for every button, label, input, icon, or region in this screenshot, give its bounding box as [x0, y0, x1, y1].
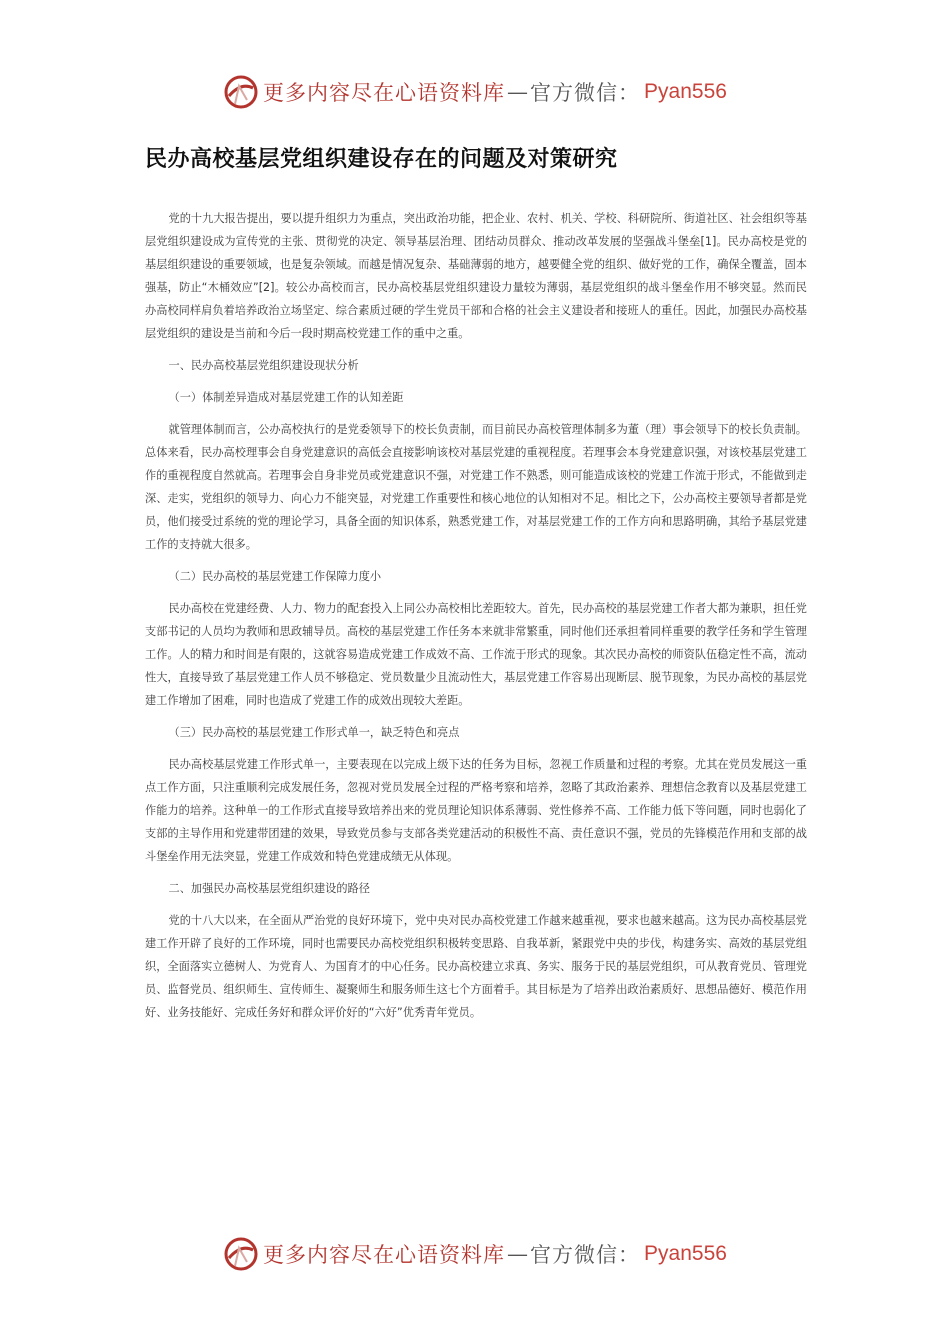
paragraph-intro: 党的十九大报告提出，要以提升组织力为重点，突出政治功能，把企业、农村、机关、学校、科研院所、街道社区、社会组织等基层党组织建设成为宣传党的主张、贯彻党的决定、领导基层治理、团结动员群众、推动改革发展的坚强战斗堡垒[1]。民办高校是党的基层组织建设的重要领域，也是复杂领域。而越是情况复杂、基础薄弱的地方，越要健全党的组织、做好党的工作，确保全覆盖，固本强基，防止“木桶效应”[2]。较公办高校而言，民办高校基层党组织建设力量较为薄弱，基层党组织的战斗堡垒作用不够突显。然而民办高校同样肩负着培养政治立场坚定、综合素质过硬的学生党员干部和合格的社会主义建设者和接班人的重任。因此，加强民办高校基层党组织的建设是当前和今后一段时期高校党建工作的重中之重。 — [145, 212, 807, 340]
document-body — [145, 207, 807, 1033]
paragraph-1-2: 民办高校在党建经费、人力、物力的配套投入上同公办高校相比差距较大。首先，民办高校的基层党建工作者大都为兼职，担任党支部书记的人员均为教师和思政辅导员。高校的基层党建工作任务本来就非常繁重，同时他们还承担着同样重要的教学任务和学生管理工作。人的精力和时间是有限的，这就容易造成党建工作成效不高、工作流于形式的现象。其次民办高校的师资队伍稳定性不高，流动性大，直接导致了基层党建工作人员不够稳定、党员数量少且流动性大，基层党建工作容易出现断层、脱节现象，为民办高校的基层党建工作增加了困难，同时也造成了党建工作的成效出现较大差距。 — [145, 602, 807, 707]
footer-watermark-banner — [0, 1234, 950, 1274]
logo-icon — [223, 74, 259, 110]
heading-section-1: 一、民办高校基层党组织建设现状分析 — [168, 359, 359, 372]
banner-wechat-label: 官方微信： — [530, 1243, 641, 1267]
banner-wechat-id: Pyan556 — [644, 1242, 727, 1265]
heading-subsection-1-1: （一）体制差异造成对基层党建工作的认知差距 — [168, 391, 404, 404]
heading-section-2: 二、加强民办高校基层党组织建设的路径 — [168, 882, 370, 895]
header-watermark-banner — [0, 72, 950, 112]
heading-subsection-1-3: （三）民办高校的基层党建工作形式单一，缺乏特色和亮点 — [168, 726, 460, 739]
paragraph-1-3: 民办高校基层党建工作形式单一，主要表现在以完成上级下达的任务为目标，忽视工作质量和过程的考察。尤其在党员发展这一重点工作方面，只注重顺利完成发展任务，忽视对党员发展全过程的严格考察和培养，忽略了其政治素养、理想信念教育以及基层党建工作能力的培养。这种单一的工作形式直接导致培养出来的党员理论知识体系薄弱、党性修养不高、工作能力低下等问题，同时也弱化了支部的主导作用和党建带团建的效果，导致党员参与支部各类党建活动的积极性不高、责任意识不强，党员的先锋模范作用和支部的战斗堡垒作用无法突显，党建工作成效和特色党建成绩无从体现。 — [145, 758, 807, 863]
document-title: 民办高校基层党组织建设存在的问题及对策研究 — [145, 147, 618, 172]
banner-wechat-id: Pyan556 — [644, 80, 727, 103]
logo-icon — [223, 1236, 259, 1272]
paragraph-2: 党的十八大以来，在全面从严治党的良好环境下，党中央对民办高校党建工作越来越重视，要求也越来越高。这为民办高校基层党建工作开辟了良好的工作环境，同时也需要民办高校党组织积极转变思路、自我革新，紧跟党中央的步伐，构建务实、高效的基层党组织，全面落实立德树人、为党育人、为国育才的中心任务。民办高校建立求真、务实、服务于民的基层党组织，可从教育党员、管理党员、监督党员、组织师生、宣传师生、凝聚师生和服务师生这七个方面着手。其目标是为了培养出政治素质好、思想品德好、模范作用好、业务技能好、完成任务好和群众评价好的“六好”优秀青年党员。 — [145, 914, 807, 1019]
banner-dash: — — [507, 1242, 529, 1266]
banner-text: 更多内容尽在心语资料库 — [263, 1243, 506, 1267]
banner-wechat-label: 官方微信： — [530, 81, 641, 105]
banner-text: 更多内容尽在心语资料库 — [263, 81, 506, 105]
paragraph-1-1: 就管理体制而言，公办高校执行的是党委领导下的校长负责制，而目前民办高校管理体制多为董（理）事会领导下的校长负责制。总体来看，民办高校理事会自身党建意识的高低会直接影响该校对基层党建的重视程度。若理事会本身党建意识强，对该校基层党建工作的重视程度自然就高。若理事会自身非党员或党建意识不强，对党建工作不熟悉，则可能造成该校的党建工作流于形式，不能做到走深、走实，党组织的领导力、向心力不能突显，对党建工作重要性和核心地位的认知相对不足。相比之下，公办高校主要领导者都是党员，他们接受过系统的党的理论学习，具备全面的知识体系，熟悉党建工作，对基层党建工作的工作方向和思路明确，其给予基层党建工作的支持就大很多。 — [145, 423, 807, 551]
banner-dash: — — [507, 80, 529, 104]
heading-subsection-1-2: （二）民办高校的基层党建工作保障力度小 — [168, 570, 382, 583]
